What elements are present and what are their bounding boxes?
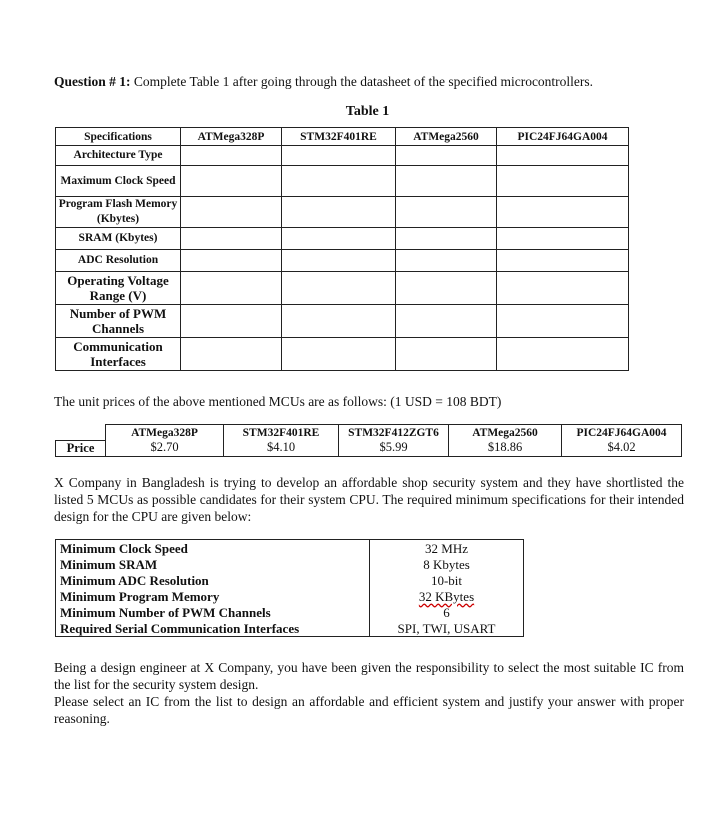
mcu-header: ATMega2560 [449, 425, 562, 441]
closing-paragraphs [54, 659, 684, 727]
table-header-row [56, 128, 629, 146]
empty-cell[interactable] [282, 272, 396, 305]
empty-cell[interactable] [497, 166, 629, 197]
requirement-row [56, 540, 524, 557]
unit-price-note: The unit prices of the above mentioned MCUs are as follows: (1 USD = 108 BDT) [54, 394, 502, 409]
requirement-value: 6 [370, 604, 524, 620]
empty-cell[interactable] [497, 305, 629, 338]
mcu-header: STM32F401RE [224, 425, 339, 441]
row-label: Operating Voltage Range (V) [56, 272, 181, 305]
empty-cell[interactable] [282, 166, 396, 197]
header-cell: ATMega328P [181, 128, 282, 146]
mcu-header: PIC24FJ64GA004 [562, 425, 682, 441]
header-cell: STM32F401RE [282, 128, 396, 146]
question-body: Complete Table 1 after going through the datasheet of the specified microcontrollers. [130, 74, 594, 89]
header-cell: ATMega2560 [396, 128, 497, 146]
table-caption: Table 1 [345, 104, 390, 119]
row-label: Program Flash Memory (Kbytes) [56, 197, 181, 228]
question-text [54, 74, 694, 90]
requirement-value-text: 32 KBytes [418, 588, 475, 604]
empty-cell[interactable] [282, 305, 396, 338]
mcu-header: ATMega328P [106, 425, 224, 441]
requirement-row [56, 556, 524, 572]
price-row-label: Price [56, 440, 106, 456]
table-row [56, 197, 629, 228]
empty-cell[interactable] [396, 272, 497, 305]
price-row [56, 440, 682, 456]
specifications-table [55, 127, 629, 371]
empty-cell[interactable] [497, 338, 629, 371]
requirement-label: Minimum Clock Speed [56, 540, 370, 557]
row-label: Architecture Type [56, 146, 181, 166]
requirement-label: Minimum Program Memory [56, 588, 370, 604]
price-value: $5.99 [339, 440, 449, 456]
empty-cell[interactable] [181, 146, 282, 166]
empty-cell[interactable] [282, 228, 396, 250]
requirement-row [56, 620, 524, 637]
price-header-row [56, 425, 682, 441]
requirements-table [55, 539, 524, 637]
empty-cell[interactable] [282, 338, 396, 371]
empty-cell[interactable] [497, 197, 629, 228]
empty-cell[interactable] [396, 197, 497, 228]
requirement-value: 8 Kbytes [370, 556, 524, 572]
empty-cell[interactable] [396, 166, 497, 197]
empty-cell[interactable] [282, 197, 396, 228]
row-label: Communication Interfaces [56, 338, 181, 371]
empty-cell[interactable] [282, 250, 396, 272]
header-cell: Specifications [56, 128, 181, 146]
table-row [56, 305, 629, 338]
table-row [56, 338, 629, 371]
table-row [56, 166, 629, 197]
empty-corner [56, 425, 106, 441]
description-paragraph: X Company in Bangladesh is trying to develop an affordable shop security system and they have shortlisted the listed 5 MCUs as possible candidates for their system CPU. The required minimum specifications for their intended design for the CPU are given below: [54, 475, 684, 524]
price-value: $18.86 [449, 440, 562, 456]
table-row [56, 272, 629, 305]
requirement-value: SPI, TWI, USART [370, 620, 524, 637]
empty-cell[interactable] [282, 146, 396, 166]
requirement-row [56, 588, 524, 604]
requirement-label: Minimum SRAM [56, 556, 370, 572]
empty-cell[interactable] [497, 146, 629, 166]
mcu-header: STM32F412ZGT6 [339, 425, 449, 441]
price-table [55, 424, 682, 457]
closing-paragraph-2: Please select an IC from the list to design an affordable and efficient system and justify your answer with proper reasoning. [54, 694, 684, 726]
requirement-value: 10-bit [370, 572, 524, 588]
requirement-value [370, 588, 524, 604]
empty-cell[interactable] [497, 250, 629, 272]
empty-cell[interactable] [181, 166, 282, 197]
table-row [56, 228, 629, 250]
table-row [56, 146, 629, 166]
empty-cell[interactable] [181, 197, 282, 228]
empty-cell[interactable] [181, 228, 282, 250]
table-row [56, 250, 629, 272]
requirement-label: Minimum Number of PWM Channels [56, 604, 370, 620]
requirement-row [56, 572, 524, 588]
row-label: ADC Resolution [56, 250, 181, 272]
empty-cell[interactable] [396, 228, 497, 250]
empty-cell[interactable] [181, 272, 282, 305]
requirement-label: Required Serial Communication Interfaces [56, 620, 370, 637]
price-value: $2.70 [106, 440, 224, 456]
empty-cell[interactable] [396, 305, 497, 338]
requirement-value: 32 MHz [370, 540, 524, 557]
price-value: $4.02 [562, 440, 682, 456]
empty-cell[interactable] [181, 305, 282, 338]
question-number: Question # 1: [54, 74, 131, 89]
row-label: SRAM (Kbytes) [56, 228, 181, 250]
empty-cell[interactable] [396, 250, 497, 272]
closing-paragraph-1: Being a design engineer at X Company, you have been given the responsibility to select the most suitable IC from the list for the security system design. [54, 660, 684, 692]
empty-cell[interactable] [181, 250, 282, 272]
empty-cell[interactable] [497, 228, 629, 250]
price-value: $4.10 [224, 440, 339, 456]
row-label: Maximum Clock Speed [56, 166, 181, 197]
header-cell: PIC24FJ64GA004 [497, 128, 629, 146]
requirement-label: Minimum ADC Resolution [56, 572, 370, 588]
requirement-row [56, 604, 524, 620]
row-label: Number of PWM Channels [56, 305, 181, 338]
empty-cell[interactable] [497, 272, 629, 305]
empty-cell[interactable] [396, 338, 497, 371]
empty-cell[interactable] [396, 146, 497, 166]
empty-cell[interactable] [181, 338, 282, 371]
